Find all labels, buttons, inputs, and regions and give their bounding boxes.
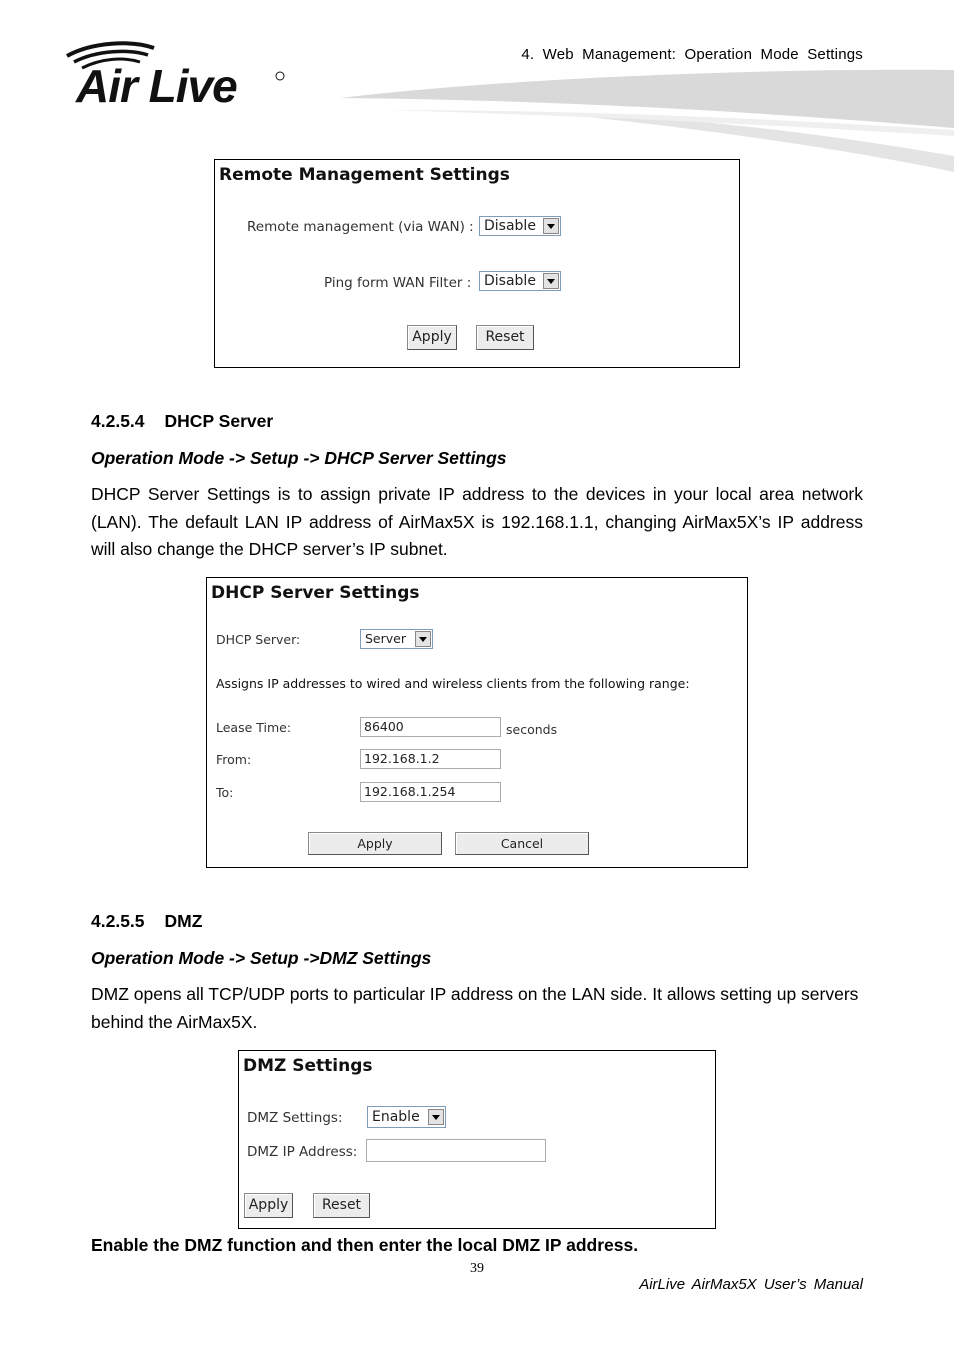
select-value: Enable [372, 1109, 420, 1125]
dmz-settings-select[interactable] [367, 1106, 446, 1128]
airlive-logo-icon [62, 40, 292, 110]
panel-title: DHCP Server Settings [211, 583, 420, 603]
chevron-down-icon [543, 273, 559, 289]
to-ip-input[interactable]: 192.168.1.254 [360, 782, 501, 802]
dmz-ip-label: DMZ IP Address: [247, 1144, 358, 1160]
lease-unit: seconds [506, 722, 558, 737]
dhcp-description: DHCP Server Settings is to assign private IP address to the devices in your local area network (LAN). The default LAN IP address of AirMax5X is 192.168.1.1, changing AirMax5X’s IP address will also change the DHCP server’s IP subnet. [91, 484, 863, 559]
ping-filter-select[interactable] [479, 271, 561, 291]
chevron-down-icon [543, 218, 559, 234]
dhcp-server-label: DHCP Server: [216, 632, 301, 647]
section-title: DMZ [164, 911, 203, 931]
to-label: To: [216, 785, 234, 800]
cancel-button[interactable]: Cancel [455, 832, 589, 855]
dmz-menu-path: Operation Mode -> Setup ->DMZ Settings [91, 948, 432, 968]
footer-manual-title: AirLive AirMax5X User’s Manual [639, 1276, 863, 1293]
page-number: 39 [470, 1261, 484, 1276]
dhcp-server-panel [206, 577, 748, 868]
dmz-note: Enable the DMZ function and then enter the local DMZ IP address. [91, 1235, 639, 1255]
section-number: 4.2.5.4 [91, 411, 145, 431]
remote-management-panel [214, 159, 740, 368]
ping-filter-label: Ping form WAN Filter : [324, 275, 472, 291]
dhcp-section-heading [91, 411, 273, 432]
dmz-ip-input[interactable] [366, 1139, 546, 1162]
dhcp-server-select[interactable] [360, 629, 433, 649]
from-ip-input[interactable]: 192.168.1.2 [360, 749, 501, 769]
lease-time-label: Lease Time: [216, 720, 292, 735]
reset-button[interactable]: Reset [313, 1193, 370, 1218]
panel-title: Remote Management Settings [219, 165, 510, 185]
apply-button[interactable]: Apply [407, 325, 457, 350]
logo-text: Air Live [76, 60, 237, 110]
select-value: Disable [484, 273, 536, 289]
remote-management-select[interactable] [479, 216, 561, 236]
assign-range-text: Assigns IP addresses to wired and wireless clients from the following range: [216, 676, 690, 691]
select-value: Server [365, 631, 406, 646]
chevron-down-icon [428, 1109, 444, 1125]
remote-management-label: Remote management (via WAN) : [247, 219, 474, 235]
apply-button[interactable]: Apply [244, 1193, 293, 1218]
panel-title: DMZ Settings [243, 1056, 373, 1076]
from-label: From: [216, 752, 252, 767]
lease-time-input[interactable]: 86400 [360, 717, 501, 737]
airlive-logo [62, 40, 292, 110]
reset-button[interactable]: Reset [476, 325, 534, 350]
section-number: 4.2.5.5 [91, 911, 145, 931]
apply-button[interactable]: Apply [308, 832, 442, 855]
dmz-section-heading [91, 911, 202, 932]
dhcp-menu-path: Operation Mode -> Setup -> DHCP Server Settings [91, 448, 507, 468]
dmz-description: DMZ opens all TCP/UDP ports to particular IP address on the LAN side. It allows setting up servers behind the AirMax5X. [91, 984, 859, 1032]
dmz-settings-label: DMZ Settings: [247, 1110, 343, 1126]
section-title: DHCP Server [164, 411, 274, 431]
select-value: Disable [484, 218, 536, 234]
chevron-down-icon [415, 631, 431, 647]
dmz-settings-panel [238, 1050, 716, 1229]
header-section-title: 4. Web Management: Operation Mode Settings [521, 46, 863, 63]
